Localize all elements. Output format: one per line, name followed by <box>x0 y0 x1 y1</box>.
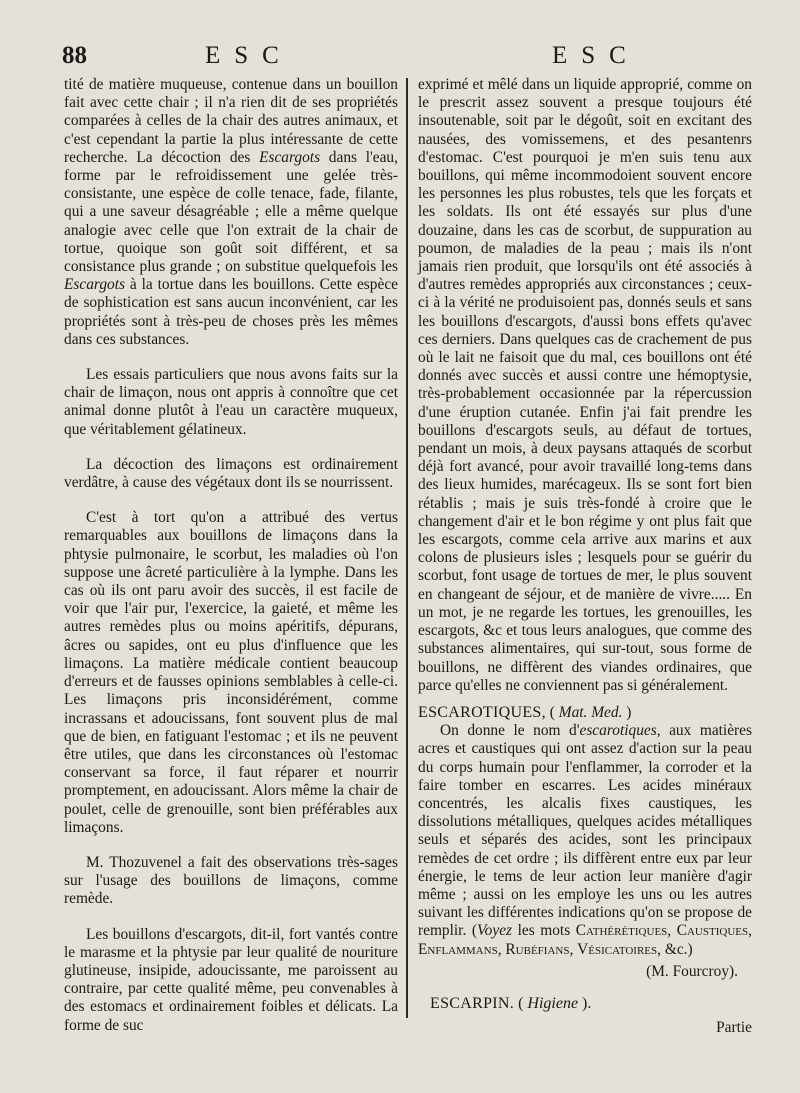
paragraph-vertus-bouillons: C'est à tort qu'on a attribué des vertus remarquables aux bouillons de limaçons dans la phtysie pulmonaire, le scorbut, les maladies où l'on suppose une âcreté particulière à la lymphe. Dans les cas où ils ont paru avoir des succès, il est facile de voir que l'air pur, l'exercice, la gaieté, et même les autres remèdes plus ou moins apéritifs, dépurans, âcres ou sapides, ont eu plus d'influence que les limaçons. La matière médicale contient beaucoup d'erreurs et de fausses opinions semblables à celle-ci. Les limaçons pris inconsidérément, comme incrassans et adoucissans, font souvent plus de mal que de bien, en fatiguant l'estomac ; et ils ne peuvent être utiles, que dans les circonstances où l'estomac conservant sa force, il faut réparer et nourrir promptement, en adoucissant. Alors même la chair de poulet, celle de grenouille, sont bien préférables aux limaçons. <box>64 509 398 836</box>
entry-term: ESCAROTIQUES, <box>418 703 546 721</box>
term-escargots: Escargots <box>259 148 321 166</box>
paragraph-suc-exprime: exprimé et mêlé dans un liquide approprié, comme on le prescrit assez souvent a presque toujours été insoutenable, soit par le dégoût, soit en excitant des nausées, des vomissemens, et des pesantenrs d'estomac. C'est pourquoi je m'en suis tenu aux bouillons, qui même incommodoient souvent encore les personnes les plus robustes, tels que les forçats et les soldats. Ils ont été essayés sur plus d'une douzaine, dans les cas de scorbut, de suppuration au poumon, de maladies de la peau ; mais ils n'ont jamais rien produit, que lorsqu'ils ont été associés à d'autres remèdes appropriés aux circonstances ; ceux-ci à la vérité ne produisoient pas, donnés seuls et sans les bouillons d'escargots, d'aussi bons effets qu'avec ces derniers. Dans quelques cas de crachement de pus où le lait ne faisoit que du mal, ces bouillons ont été donnés avec succès et aussi contre une hémoptysie, très-probablement occasionnée par la répercussion d'une éruption cutanée. Enfin j'ai fait prendre les bouillons d'escargots seuls, au défaut de tortues, pendant un mois, à deux paysans attaqués de scorbut déjà fort avancé, pour avoir travaillé long-tems dans des lieux humides, marécageux. Ils se sont fort bien rétablis ; mais je suis très-fondé à croire que le changement d'air et le bon régime y ont plus fait que les escargots, comme cela arrive aux marins et aux colons de plusieurs isles ; lesquels pour se guérir du scorbut, font usage de tortues de mer, le plus souvent en changeant de séjour, et de manière de vivre..... En un mot, je ne regarde les tortues, les grenouilles, les escargots, &c et tous leurs analogues, que comme des substances alimentaires, qui sur-tout, sous forme de bouillons, ne diffèrent des viandes ordinaires, que parce qu'elles ne conviennent pas si généralement. <box>418 76 752 694</box>
cross-reference: Caustiques <box>676 922 749 940</box>
cross-reference: Vésicatoires <box>577 940 658 958</box>
catch-word: Partie <box>716 1019 752 1037</box>
column-rule <box>406 78 408 1018</box>
paragraph-escargot-decoction: tité de matière muqueuse, contenue dans un bouillon fait avec cette chair ; il n'a rien dit de ses propriétés comparées à celles de la chair des autres animaux, et c'est cependant la partie la plus intéressante de cette recherche. La décoction des Escargots dans l'eau, forme par le refroidissement une gelée très-consistante, une espèce de colle tenace, fade, filante, qui a une saveur désagréable ; elle a même quelque analogie avec celle que l'on extrait de la chair de tortue, quoique son goût soit différent, et sa consistance plus grande ; on substitue quelquefois les Escargots à la tortue dans les bouillons. Cette espèce de sophistication est sans aucun inconvénient, car les propriétés sont à très-peu de choses près les mêmes dans ces substances. <box>64 76 398 348</box>
paragraph-essais-limacon: Les essais particuliers que nous avons faits sur la chair de limaçon, nous ont appris à connoître que cet animal donne plutôt à l'eau un caractère muqueux, que véritablement gélatineux. <box>64 366 398 438</box>
running-head-left: ESC <box>205 42 293 69</box>
page-header <box>0 42 800 72</box>
entry-escarpin-heading: ESCARPIN. ( Higiene ). <box>430 994 592 1012</box>
cross-reference: Enflammans <box>418 940 498 958</box>
paragraph-escarotiques-definition: On donne le nom d'escarotiques, aux matières acres et caustiques qui ont assez d'action sur la peau du corps humain pour l'enflammer, la corroder et la faire tomber en escarres. Les acides minéraux concentrés, les alcalis fixes caustiques, les dissolutions métalliques, quelques acides métalliques seuls et séparés des acides, sont les principaux remèdes de cet ordre ; ils diffèrent entre eux par leur énergie, le tems de leur action leur manière d'agir même ; aussi on les employe les uns ou les autres suivant les différentes indications qu'on se propose de remplir. (Voyez les mots Cathérétiques, Caustiques, Enflammans, Rubéfians, Vésicatoires, &c.) <box>418 722 752 958</box>
entry-term: ESCARPIN. <box>430 994 515 1012</box>
cross-reference: Cathérétiques <box>575 922 668 940</box>
entry-escarotiques-heading: ESCAROTIQUES, ( Mat. Med. ) <box>418 703 632 721</box>
page-number: 88 <box>62 42 87 69</box>
author-signature: (M. Fourcroy). <box>646 962 738 980</box>
entry-classification: Higiene <box>527 994 579 1012</box>
term-escargots: Escargots <box>64 276 125 294</box>
entry-classification: Mat. Med. <box>558 703 623 721</box>
paragraph-thozuvenel: M. Thozuvenel a fait des observations très-sages sur l'usage des bouillons de limaçons, comme remède. <box>64 853 398 908</box>
left-column <box>64 76 398 1066</box>
paragraph-decoction-limacons: La décoction des limaçons est ordinairement verdâtre, à cause des végétaux dont ils se nourrissent. <box>64 455 398 492</box>
running-head-right: ESC <box>552 42 640 69</box>
right-column <box>418 76 752 1066</box>
paragraph-bouillons-escargots: Les bouillons d'escargots, dit-il, fort vantés contre le marasme et la phtysie par leur qualité de nouriture glutineuse, insipide, adoucissante, me paroissent au contraire, par cette qualité même, peu convenables à des estomacs et ordinairement foibles et délicats. La forme de suc <box>64 925 398 1034</box>
voyez-reference: Voyez <box>476 922 513 940</box>
cross-reference: Rubéfians <box>505 940 570 958</box>
